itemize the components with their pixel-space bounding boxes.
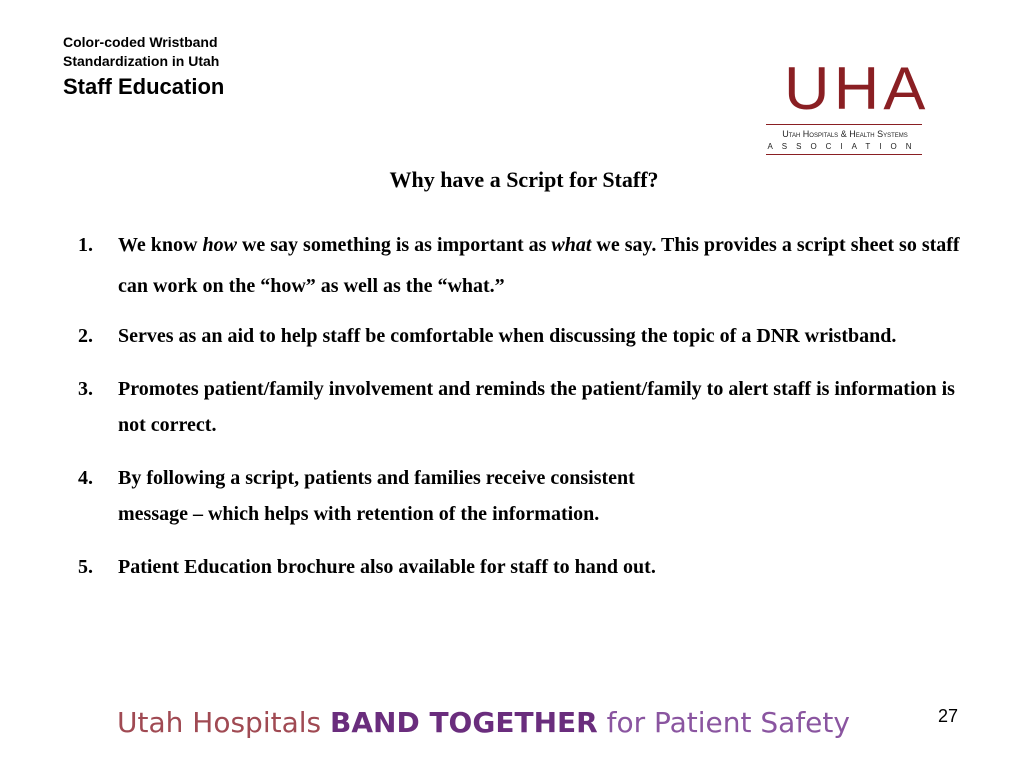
point-text-segment: We know bbox=[118, 234, 203, 256]
list-item bbox=[78, 549, 978, 585]
uha-logo bbox=[766, 55, 930, 158]
point-text: Promotes patient/family involvement and reminds the patient/family to alert staff is information is not correct. bbox=[118, 378, 955, 436]
point-number: 2. bbox=[78, 325, 93, 347]
point-text-line-1: By following a script, patients and families receive consistent bbox=[118, 467, 635, 489]
logo-letters: UHA bbox=[784, 55, 930, 122]
tagline-part-2: BAND TOGETHER bbox=[330, 706, 598, 739]
list-item bbox=[78, 318, 978, 354]
tagline-part-1: Utah Hospitals bbox=[117, 706, 331, 739]
points-list bbox=[78, 225, 978, 585]
point-text-segment: we say. This provides a script sheet so staff can work on the “how” as well as the “what.” bbox=[118, 234, 960, 297]
logo-association: ASSOCIATION bbox=[767, 142, 921, 151]
list-item bbox=[78, 371, 978, 443]
footer-tagline bbox=[117, 703, 917, 743]
point-number: 5. bbox=[78, 556, 93, 578]
page-number: 27 bbox=[938, 706, 959, 726]
header-line-1: Color-coded Wristband bbox=[63, 34, 218, 50]
point-number: 1. bbox=[78, 234, 93, 256]
logo-organization: Utah Hospitals & Health Systems bbox=[782, 129, 908, 139]
list-item bbox=[78, 225, 978, 307]
point-text-line-2: message – which helps with retention of the information. bbox=[118, 503, 600, 525]
point-emphasis: how bbox=[202, 234, 237, 256]
logo-rule-bottom bbox=[766, 154, 922, 155]
header-title: Staff Education bbox=[63, 74, 225, 99]
slide-title: Why have a Script for Staff? bbox=[389, 167, 659, 192]
logo-rule-top bbox=[766, 124, 922, 125]
point-text-segment: we say something is as important as bbox=[236, 234, 552, 256]
point-text: Patient Education brochure also available for staff to hand out. bbox=[118, 556, 656, 578]
tagline-part-3: for Patient Safety bbox=[597, 706, 850, 739]
point-number: 3. bbox=[78, 378, 93, 400]
list-item bbox=[78, 460, 978, 532]
point-text: Serves as an aid to help staff be comfortable when discussing the topic of a DNR wristband. bbox=[118, 325, 897, 347]
point-number: 4. bbox=[78, 467, 93, 489]
point-emphasis: what bbox=[551, 234, 592, 256]
header-line-2: Standardization in Utah bbox=[63, 53, 220, 69]
slide-header bbox=[63, 33, 224, 102]
